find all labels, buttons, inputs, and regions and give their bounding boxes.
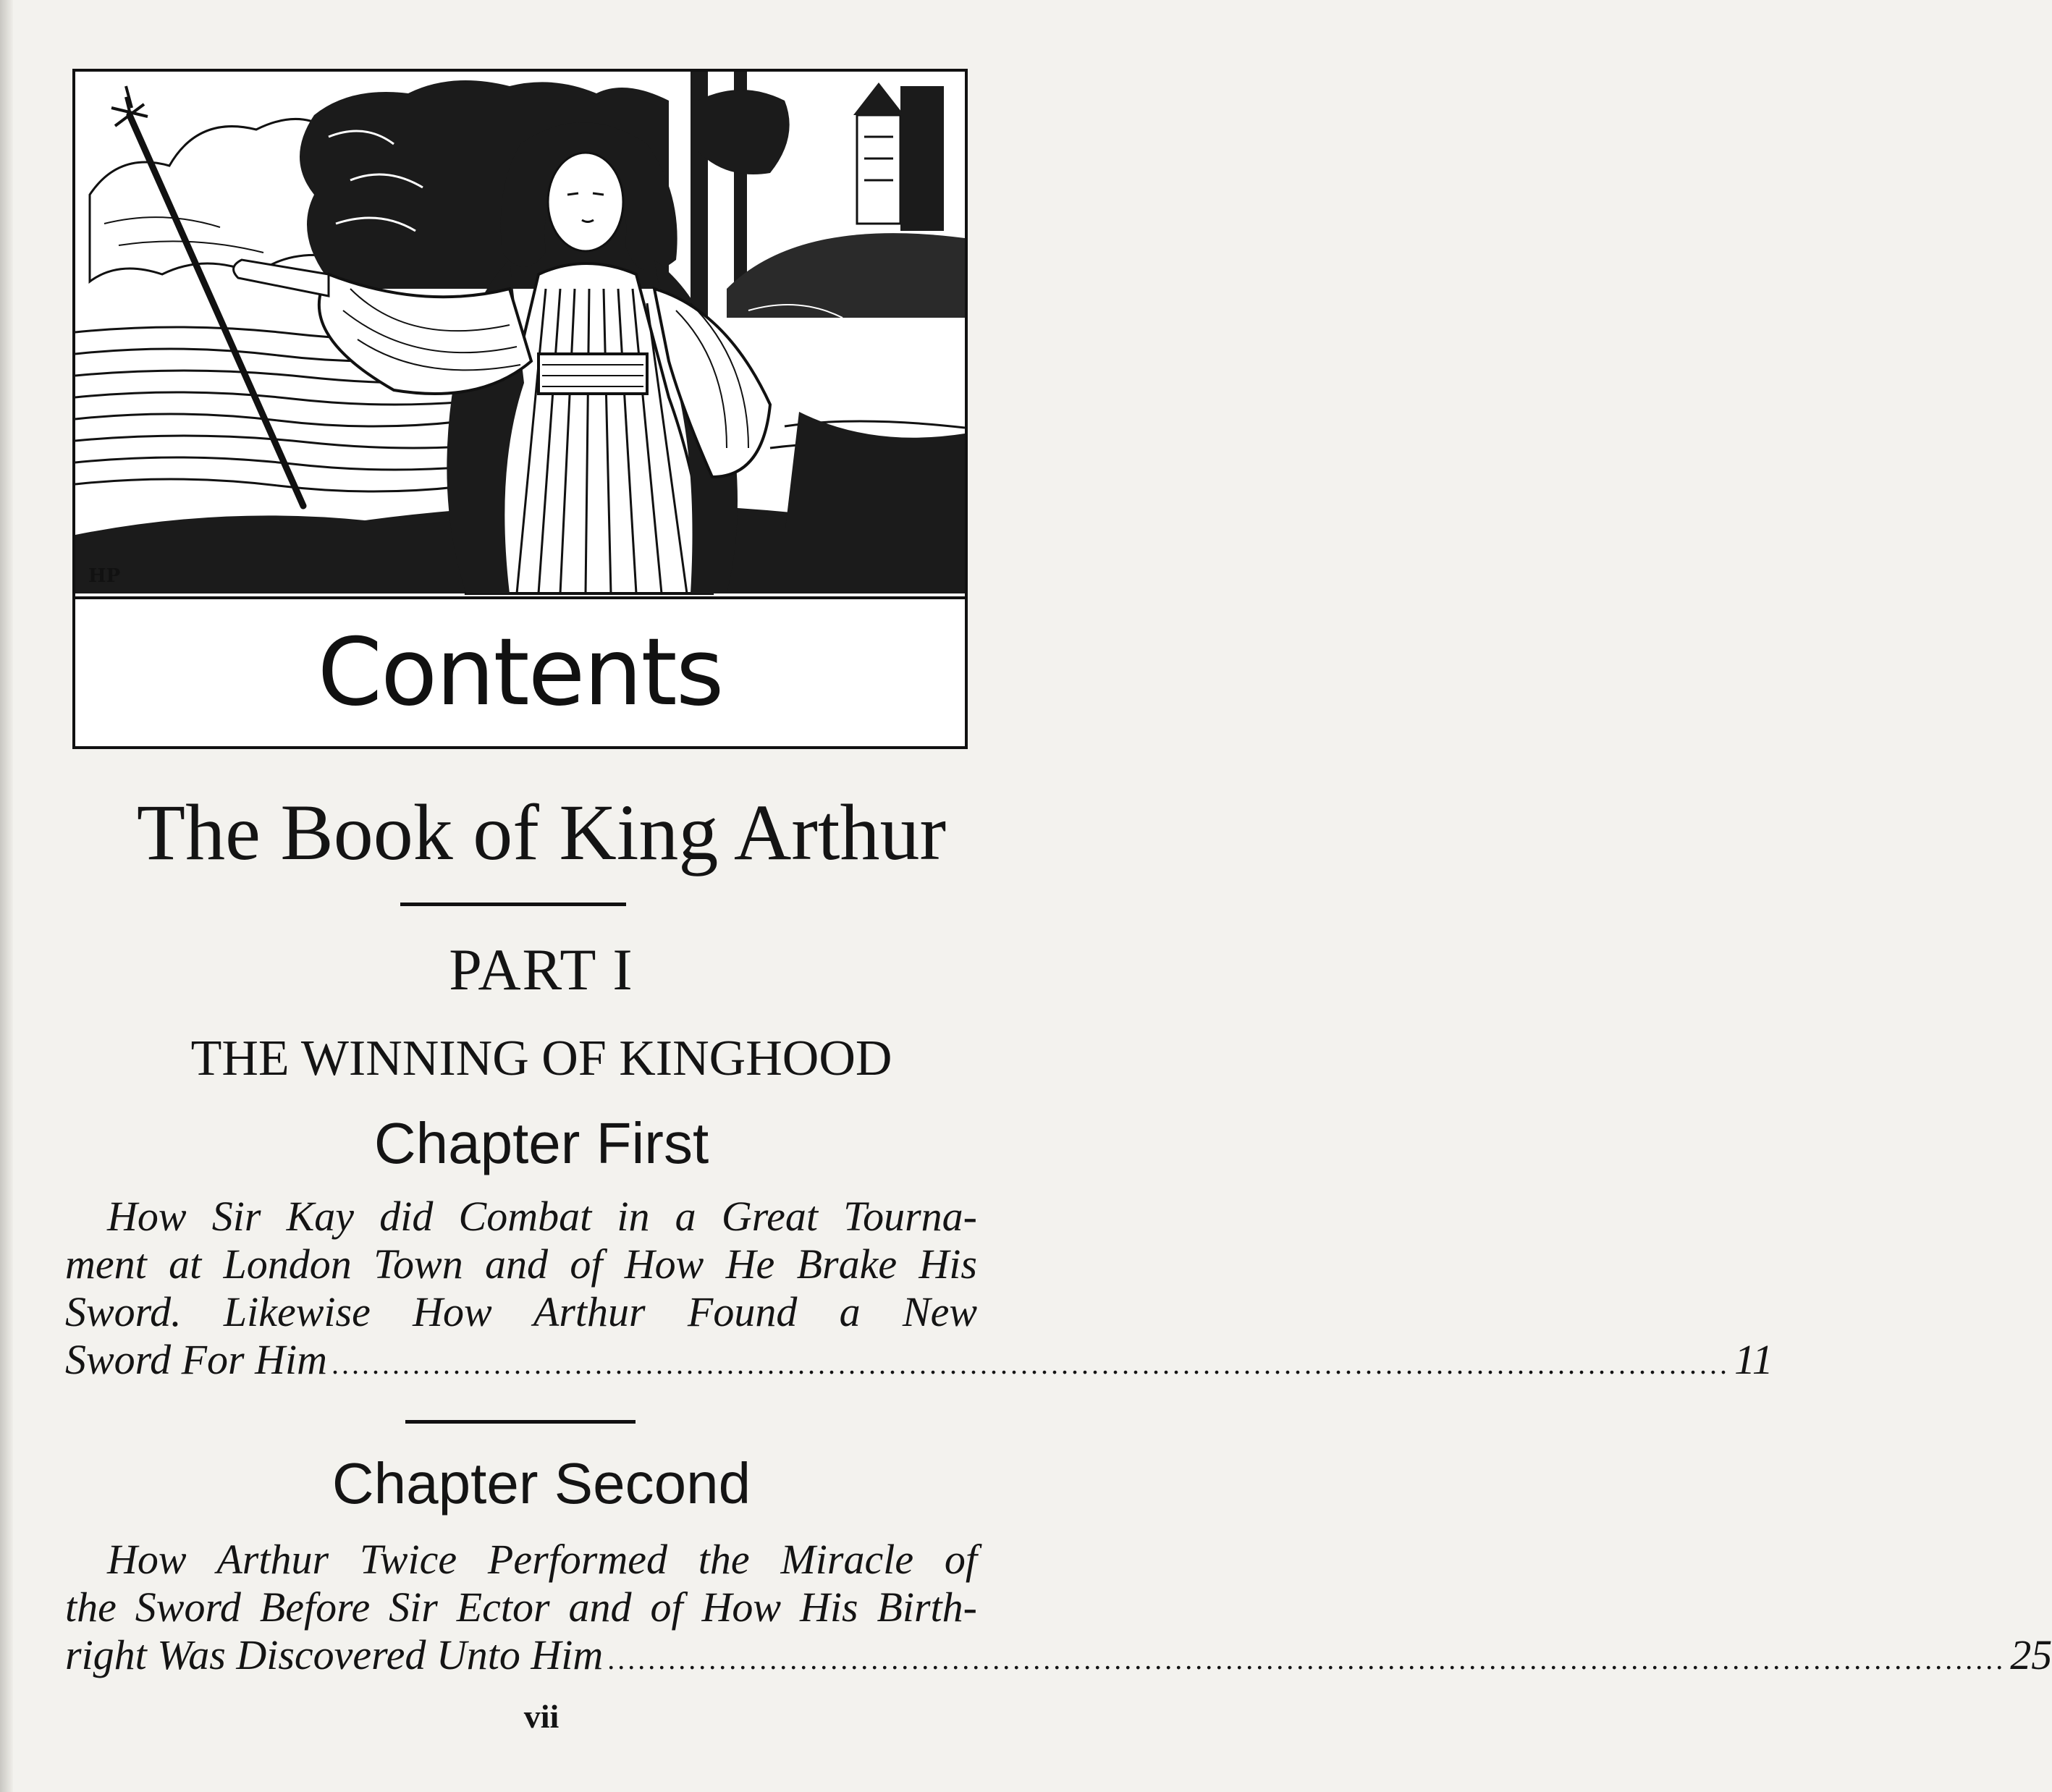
lady-with-wand-illustration [75,72,965,599]
entry-line: Sword. Likewise How Arthur Found a New [65,1288,977,1335]
chapter-first-heading: Chapter First [373,1111,709,1175]
illustrator-signature: HP [88,565,121,587]
entry-last-line [65,1631,2052,1683]
chapter-first-entry[interactable] [65,1193,1773,1388]
page-number: 11 [1734,1336,1773,1383]
contents-header-frame [72,69,968,749]
illustration-drawing [75,72,965,593]
dot-leader: .......................................................................................................................................... [332,1348,1730,1380]
contents-title: Contents [317,619,723,727]
page-number: 25 [2010,1631,2052,1678]
contents-title-box [75,599,965,746]
chapter-second-heading: Chapter Second [332,1451,751,1516]
dot-leader: .......................................................................................................................................... [607,1643,2006,1675]
entry-line: the Sword Before Sir Ector and of How His Birth- [65,1584,977,1631]
folio-page-number: vii [523,1698,560,1735]
divider-rule [405,1420,636,1424]
divider-rule [400,903,626,906]
page-edge [0,0,13,1792]
entry-line: How Sir Kay did Combat in a Great Tourna- [107,1193,977,1240]
chapter-second-entry[interactable] [65,1536,2052,1683]
part-label: PART I [449,937,634,1002]
entry-line: Sword For Him [65,1336,327,1383]
book-title: The Book of King Arthur [136,788,947,876]
entry-last-line [65,1336,1773,1388]
entry-line: How Arthur Twice Performed the Miracle of [107,1536,977,1583]
entry-line: right Was Discovered Unto Him [65,1631,604,1678]
part-title: THE WINNING OF KINGHOOD [190,1031,892,1086]
entry-line: ment at London Town and of How He Brake His [65,1241,977,1288]
